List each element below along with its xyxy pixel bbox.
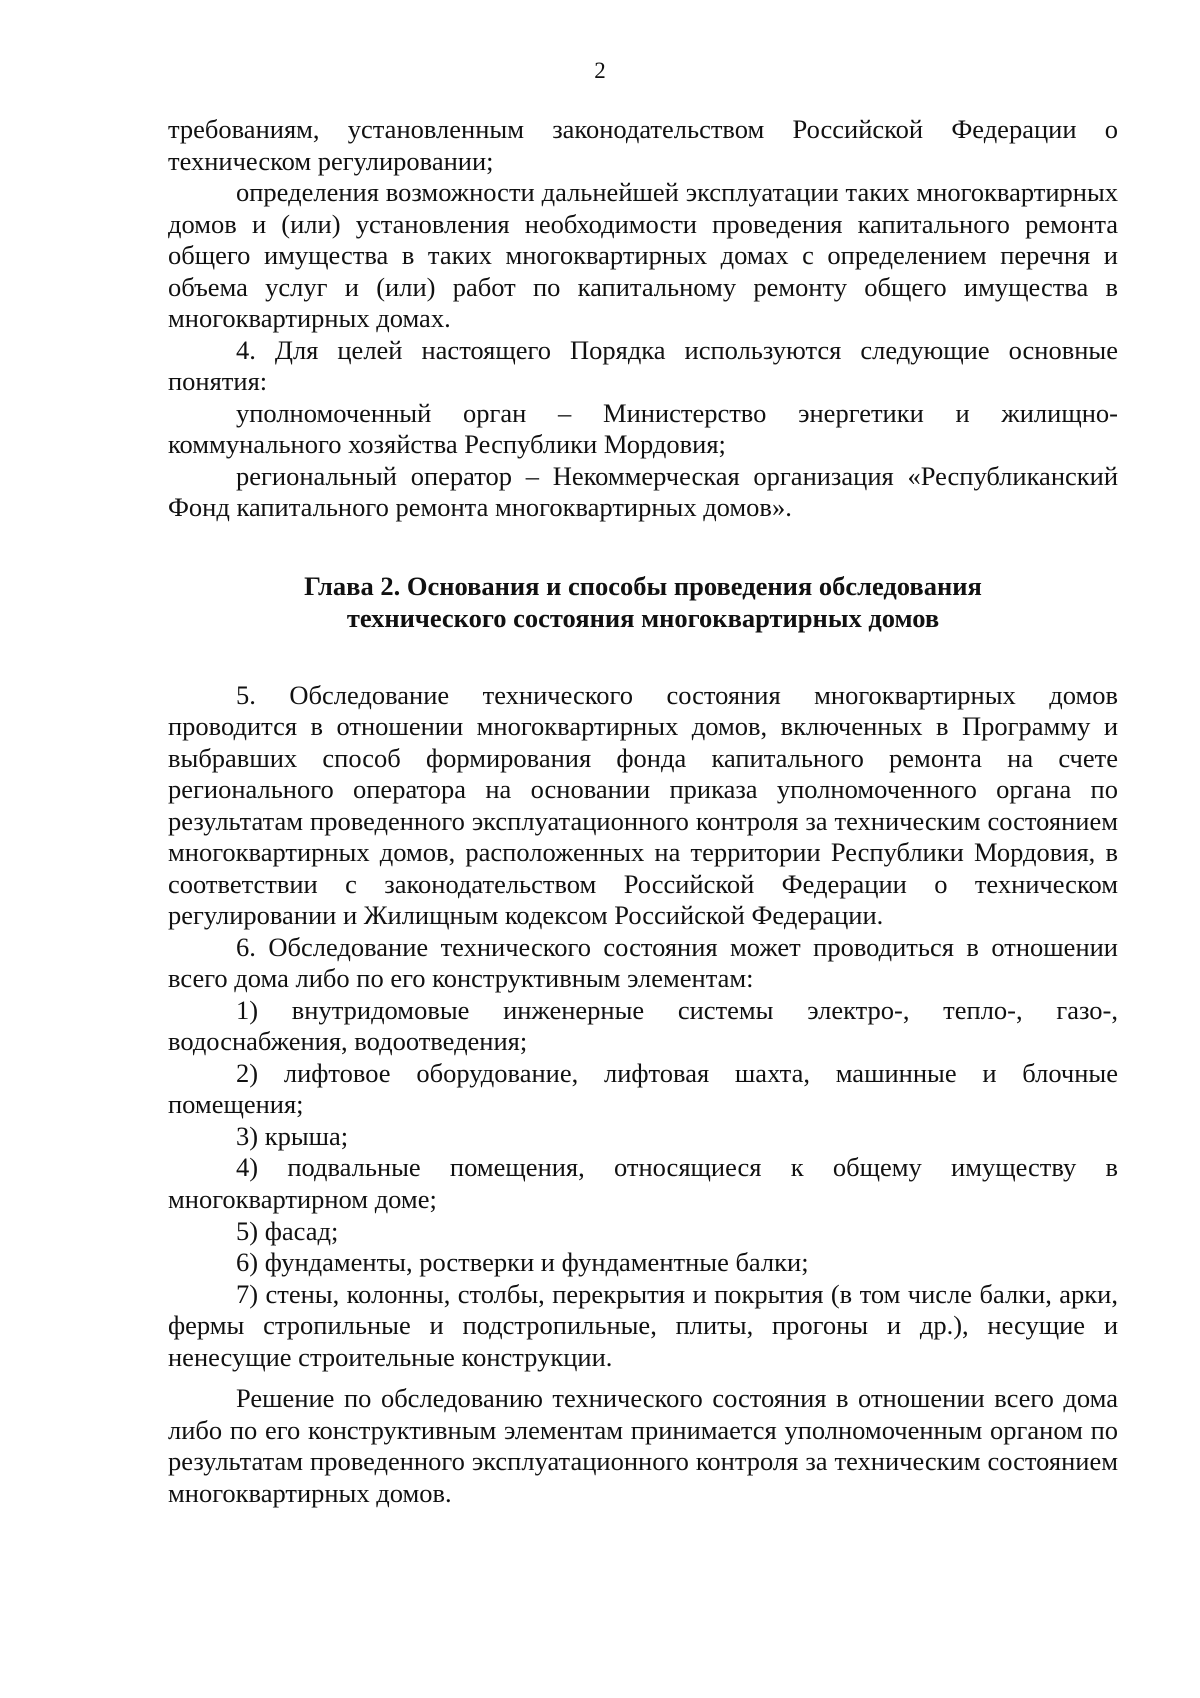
list-item-4: 4) подвальные помещения, относящиеся к общему имуществу в многоквартирном доме; xyxy=(168,1152,1118,1214)
paragraph-gap xyxy=(168,1373,1118,1383)
paragraph-decision: Решение по обследованию технического состояния в отношении всего дома либо по его конструктивным элементам принимается уполномоченным органом по результатам проведенного эксплуатационного контроля за техническим состоянием многоквартирных домов. xyxy=(168,1383,1118,1508)
chapter-heading-line-2: технического состояния многоквартирных домов xyxy=(346,602,940,633)
list-item-3: 3) крыша; xyxy=(236,1120,349,1151)
paragraph-continuation: требованиям, установленным законодательством Российской Федерации о техническом регулировании; xyxy=(168,114,1118,176)
list-item-7: 7) стены, колонны, столбы, перекрытия и покрытия (в том числе балки, арки, фермы стропильные и подстропильные, плиты, прогоны и др.), несущие и ненесущие строительные конструкции. xyxy=(168,1278,1118,1372)
paragraph-item-6: 6. Обследование технического состояния может проводиться в отношении всего дома либо по его конструктивным элементам: xyxy=(168,931,1118,994)
list-item-5: 5) фасад; xyxy=(236,1215,339,1246)
paragraph-item-5: 5. Обследование технического состояния многоквартирных домов проводится в отношении многоквартирных домов, включенных в Программу и выбравших способ формирования фонда капитального ремонта на счете регионального оператора на основании приказа уполномоченного органа по результатам проведенного эксплуатационного контроля за техническим состоянием многоквартирных домов, расположенных на территории Республики Мордовия, в соответствии с законодательством Российской Федерации о техническом регулировании и Жилищным кодексом Российской Федерации. xyxy=(168,679,1118,931)
definition-regional-operator: региональный оператор – Некоммерческая организация «Республиканский Фонд капитального ремонта многоквартирных домов». xyxy=(168,460,1118,523)
paragraph-purpose: определения возможности дальнейшей эксплуатации таких многоквартирных домов и (или) установления необходимости проведения капитального ремонта общего имущества в таких многоквартирных домах с определением перечня и объема услуг и (или) работ по капитальному ремонту общего имущества в многоквартирных домах. xyxy=(168,177,1118,334)
chapter-heading xyxy=(168,571,1118,635)
definition-authorized-body: уполномоченный орган – Министерство энергетики и жилищно-коммунального хозяйства Республики Мордовия; xyxy=(168,397,1118,460)
list-item-6: 6) фундаменты, ростверки и фундаментные балки; xyxy=(236,1247,809,1278)
chapter-heading-line-1: Глава 2. Основания и способы проведения обследования xyxy=(304,570,982,601)
list-item-2: 2) лифтовое оборудование, лифтовая шахта, машинные и блочные помещения; xyxy=(168,1057,1118,1120)
list-item-1: 1) внутридомовые инженерные системы электро-, тепло-, газо-, водоснабжения, водоотведения; xyxy=(168,994,1118,1057)
document-body xyxy=(168,114,1118,1509)
page-number: 2 xyxy=(594,58,606,83)
paragraph-item-4: 4. Для целей настоящего Порядка используются следующие основные понятия: xyxy=(168,334,1118,397)
